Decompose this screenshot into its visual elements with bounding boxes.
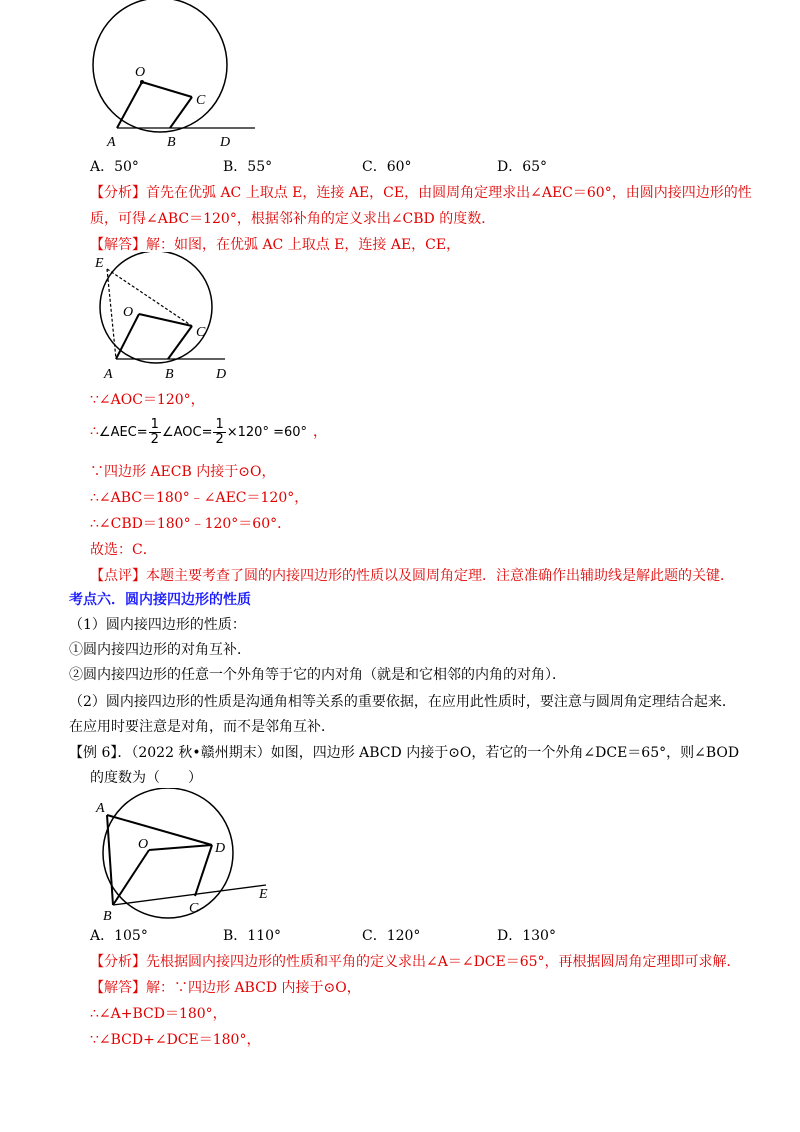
segment-OA — [116, 314, 139, 359]
step-6: 故选：C． — [90, 542, 157, 558]
circle — [93, 0, 227, 132]
answer-text: 解：∵四边形 ABCD 内接于⊙O， — [146, 980, 361, 996]
therefore-sign: ∴ — [90, 423, 99, 440]
label-O: O — [135, 65, 146, 80]
segment-OC — [142, 82, 192, 97]
segment-AB — [107, 815, 113, 905]
segment-EA — [107, 269, 116, 359]
label-C: C — [196, 93, 206, 108]
label-D: D — [216, 367, 227, 382]
label-C: C — [196, 325, 206, 340]
label-B: B — [103, 909, 112, 923]
step-4: ∴∠ABC＝180°﹣∠AEC＝120°， — [90, 490, 309, 506]
label-D: D — [215, 841, 226, 856]
q5-answer-line1 — [90, 234, 460, 254]
fraction-1 — [149, 418, 161, 446]
label-A: A — [107, 135, 116, 150]
q5-analysis-line1 — [90, 182, 752, 202]
label-C: C — [189, 901, 199, 916]
figure-1 — [70, 0, 270, 150]
q5-analysis-line2: 质，可得∠ABC＝120°，根据邻补角的定义求出∠CBD 的度数． — [90, 211, 496, 227]
label-E: E — [95, 256, 104, 271]
q5-comment — [90, 565, 734, 585]
formula-left: ∠AEC= — [98, 424, 148, 440]
example6-line2: 的度数为（ ） — [90, 770, 202, 786]
fraction-2-den: 2 — [215, 431, 224, 447]
analysis-text: 先根据圆内接四边形的性质和平角的定义求出∠A＝∠DCE＝65°，再根据圆周角定理即可求解． — [146, 954, 741, 970]
step-5: ∴∠CBD＝180°﹣120°＝60°． — [90, 516, 292, 532]
formula — [98, 417, 308, 447]
segment-EC — [107, 269, 192, 326]
section-p4: （2）圆内接四边形的性质是沟通角相等关系的重要依据，在应用此性质时，要注意与圆周角定理结合起来． — [69, 694, 736, 710]
option-d: D．65° — [497, 159, 548, 175]
segment-OD — [149, 845, 212, 850]
option-b: B．55° — [223, 159, 273, 175]
option-a: A．105° — [90, 928, 148, 944]
answer-tag: 【解答】 — [90, 237, 146, 253]
label-O: O — [123, 305, 134, 320]
option-c: C．60° — [362, 159, 412, 175]
fraction-2 — [213, 418, 225, 446]
step-3: ∵四边形 AECB 内接于⊙O， — [90, 464, 276, 480]
option-c: C．120° — [362, 928, 421, 944]
segment-OB — [113, 850, 149, 905]
answer-tag: 【解答】 — [90, 980, 146, 996]
label-O: O — [138, 837, 149, 852]
segment-DC — [195, 845, 212, 896]
example6-analysis — [90, 951, 741, 971]
analysis-text: 首先在优弧 AC 上取点 E，连接 AE，CE，由圆周角定理求出∠AEC＝60°，由圆内接四边形的性 — [146, 185, 752, 201]
label-E: E — [259, 887, 268, 902]
label-A: A — [96, 801, 105, 816]
example6-answer-line1 — [90, 977, 361, 997]
step-1: ∵∠AOC＝120°， — [90, 392, 205, 408]
option-b: B．110° — [223, 928, 282, 944]
segment-BC — [170, 97, 192, 128]
analysis-tag: 【分析】 — [90, 185, 146, 201]
step-2 — [90, 418, 327, 446]
segment-OA — [117, 82, 142, 128]
answer-text: 解：如图，在优弧 AC 上取点 E，连接 AE，CE， — [146, 237, 461, 253]
circle — [100, 252, 212, 363]
fraction-1-num: 1 — [150, 417, 159, 432]
segment-BC — [168, 326, 192, 359]
step-2-end: ， — [313, 423, 328, 440]
formula-mid: ∠AOC= — [161, 424, 213, 440]
analysis-tag: 【分析】 — [90, 954, 146, 970]
label-B: B — [167, 135, 176, 150]
figure-3 — [88, 788, 288, 923]
section-p2: ①圆内接四边形的对角互补． — [69, 642, 251, 658]
circle — [103, 788, 233, 918]
label-A: A — [104, 367, 113, 382]
comment-text: 本题主要考查了圆的内接四边形的性质以及圆周角定理．注意准确作出辅助线是解此题的关键． — [146, 568, 734, 584]
section-title: 考点六．圆内接四边形的性质 — [69, 592, 251, 608]
figure-2 — [85, 252, 245, 387]
section-p3: ②圆内接四边形的任意一个外角等于它的内对角（就是和它相邻的内角的对角）． — [69, 667, 566, 683]
example6-answer-line2: ∴∠A+BCD＝180°， — [90, 1006, 227, 1022]
label-B: B — [165, 367, 174, 382]
formula-right: ×120° =60° — [226, 424, 308, 440]
fraction-1-den: 2 — [150, 431, 159, 447]
example6-answer-line3: ∵∠BCD+∠DCE＝180°， — [90, 1032, 261, 1048]
option-a: A．50° — [90, 159, 139, 175]
center-point — [140, 80, 144, 84]
example6-line1: 【例 6】．（2022 秋•赣州期末）如图，四边形 ABCD 内接于⊙O，若它的一个外角∠DCE＝65°，则∠BOD — [69, 745, 740, 761]
comment-tag: 【点评】 — [90, 568, 146, 584]
segment-AD — [107, 815, 212, 845]
section-p1: （1）圆内接四边形的性质： — [69, 617, 246, 633]
label-D: D — [220, 135, 231, 150]
option-d: D．130° — [497, 928, 556, 944]
fraction-2-num: 1 — [215, 417, 224, 432]
section-p5: 在应用时要注意是对角，而不是邻角互补． — [69, 719, 335, 735]
